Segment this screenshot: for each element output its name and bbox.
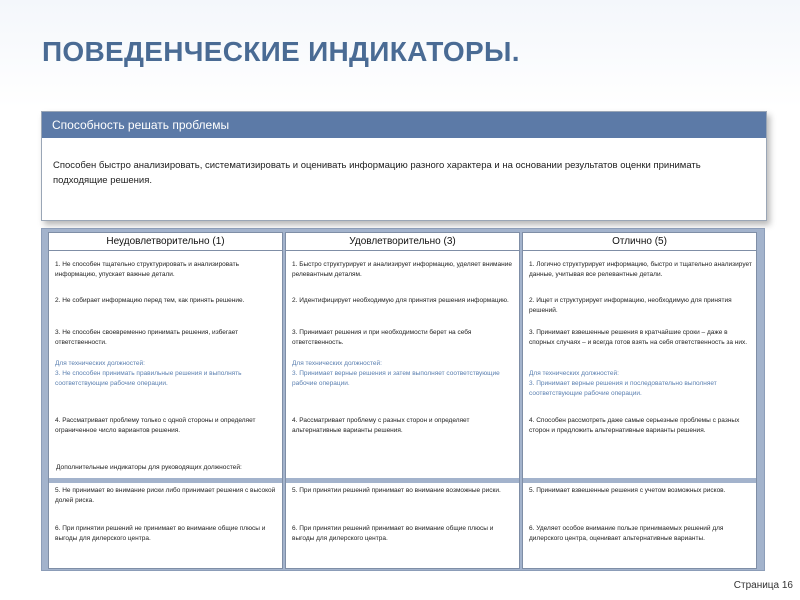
level-header: Удовлетворительно (3) bbox=[286, 233, 519, 251]
level-header: Неудовлетворительно (1) bbox=[49, 233, 282, 251]
indicator-2: 2. Идентифицирует необходимую для принятия решения информацию. bbox=[292, 297, 509, 304]
indicator-3: 3. Принимает взвешенные решения в кратчайшие сроки – даже в спорных случаях – и всегда готов взять на себя ответственность за них. bbox=[529, 329, 748, 346]
indicator-6: 6. При принятии решений не принимает во внимание общие плюсы и выгоды для дилерского центра. bbox=[55, 525, 266, 542]
tech-indicator-3: 3. Не способен принимать правильные решения и выполнять соответствующие рабочие операции. bbox=[55, 370, 242, 387]
tech-positions-label: Для технических должностей: bbox=[529, 370, 619, 377]
indicator-5: 5. При принятии решений принимает во внимание возможные риски. bbox=[292, 487, 501, 494]
indicator-1: 1. Быстро структурирует и анализирует информацию, уделяет внимание релевантным деталям. bbox=[292, 261, 512, 278]
indicator-4: 4. Способен рассмотреть даже самые серьезные проблемы с разных сторон и предложить альтернативные варианты решения. bbox=[529, 417, 740, 434]
indicator-5: 5. Не принимает во внимание риски либо принимает решения с высокой долей риска. bbox=[55, 487, 276, 504]
indicator-2: 2. Ищет и структурирует информацию, необходимую для принятия решений. bbox=[529, 297, 732, 314]
leaders-indicators-label: Дополнительные индикаторы для руководящих должностей: bbox=[56, 464, 242, 471]
indicator-3: 3. Принимает решения и при необходимости берет на себя ответственность. bbox=[292, 329, 472, 346]
column-divider bbox=[49, 478, 282, 483]
level-header: Отлично (5) bbox=[523, 233, 756, 251]
competency-card bbox=[41, 111, 767, 221]
page-title: ПОВЕДЕНЧЕСКИЕ ИНДИКАТОРЫ. bbox=[42, 36, 520, 67]
competency-description: Способен быстро анализировать, систематизировать и оценивать информацию разного характера и на основании результатов оценки принимать подходящие решения. bbox=[53, 160, 701, 186]
indicator-4: 4. Рассматривает проблему только с одной стороны и определяет ограниченное число вариантов решения. bbox=[55, 417, 256, 434]
tech-indicator-3: 3. Принимает верные решения и затем выполняет соответствующие рабочие операции. bbox=[292, 370, 500, 387]
indicator-5: 5. Принимает взвешенные решения с учетом возможных рисков. bbox=[529, 487, 726, 494]
indicator-4: 4. Рассматривает проблему с разных сторон и определяет альтернативные варианты решения. bbox=[292, 417, 470, 434]
indicator-6: 6. Уделяет особое внимание пользе принимаемых решений для дилерского центра, оценивает альтернативные варианты. bbox=[529, 525, 724, 542]
indicator-3: 3. Не способен своевременно принимать решения, избегает ответственности. bbox=[55, 329, 239, 346]
tech-positions-label: Для технических должностей: bbox=[55, 360, 145, 367]
column-divider bbox=[286, 478, 519, 483]
level-column-satisfactory bbox=[285, 232, 520, 569]
level-column-unsatisfactory bbox=[48, 232, 283, 569]
level-column-excellent bbox=[522, 232, 757, 569]
page-number: Страница 16 bbox=[733, 580, 793, 591]
indicator-2: 2. Не собирает информацию перед тем, как принять решение. bbox=[55, 297, 245, 304]
tech-positions-label: Для технических должностей: bbox=[292, 360, 382, 367]
column-divider bbox=[523, 478, 756, 483]
indicator-1: 1. Логично структурирует информацию, быстро и тщательно анализирует данные, учитывая все релевантные детали. bbox=[529, 261, 752, 278]
indicator-6: 6. При принятии решений принимает во внимание общие плюсы и выгоды для дилерского центра. bbox=[292, 525, 494, 542]
competency-title: Способность решать проблемы bbox=[42, 112, 766, 138]
levels-panel bbox=[41, 228, 765, 571]
indicator-1: 1. Не способен тщательно структурировать и анализировать информацию, упускает важные детали. bbox=[55, 261, 240, 278]
tech-indicator-3: 3. Принимает верные решения и последовательно выполняет соответствующие рабочие операции. bbox=[529, 380, 717, 397]
